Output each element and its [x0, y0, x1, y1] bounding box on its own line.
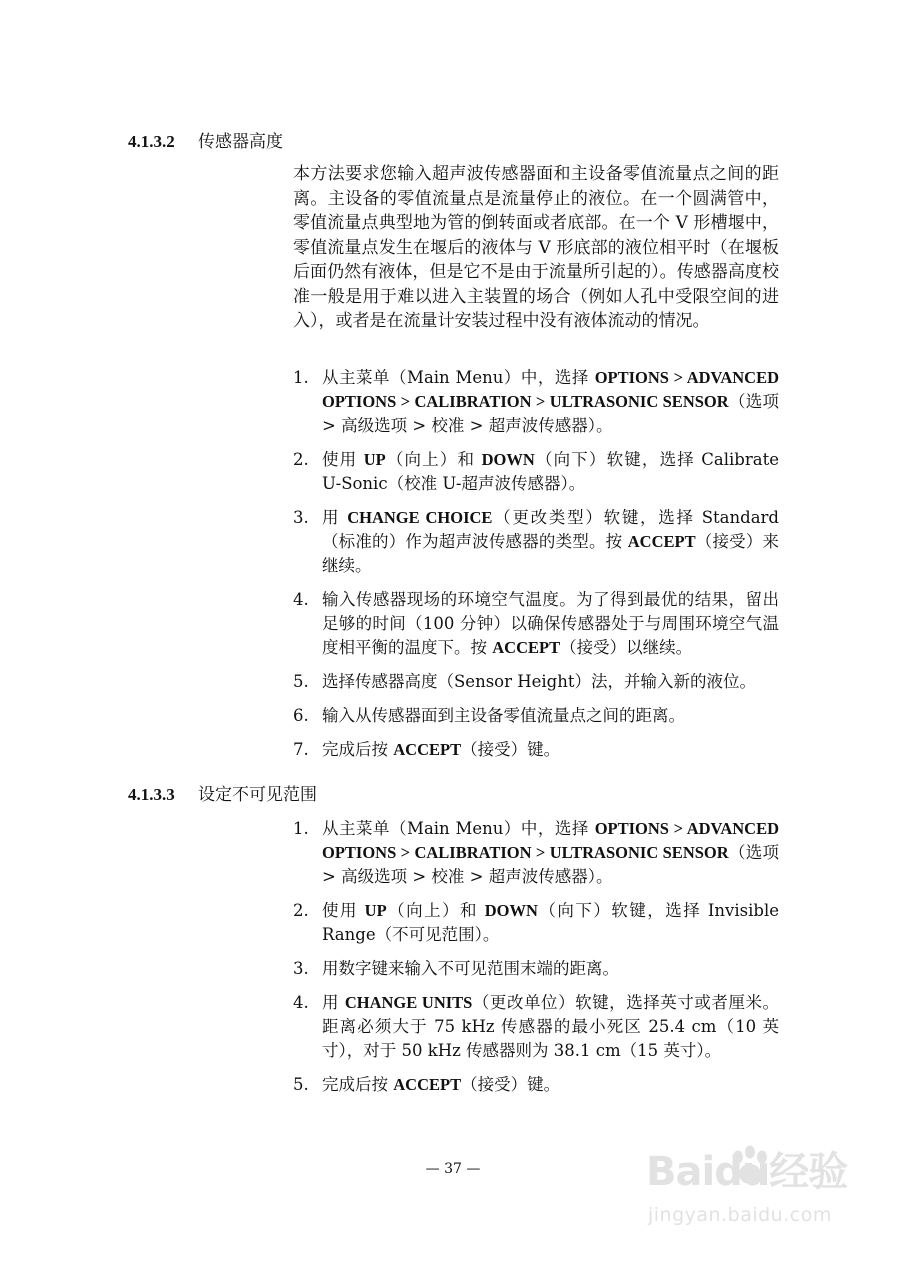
- list-item: 4. 用 CHANGE UNITS（更改单位）软键，选择英寸或者厘米。距离必须大于 75 kHz 传感器的最小死区 25.4 cm（10 英寸），对于 50 kHz 传感器则为 38.1 cm（15 英寸）。: [293, 993, 780, 1060]
- section-heading-invisible-range: [128, 783, 317, 807]
- list-item: 7. 完成后按 ACCEPT（接受）键。: [293, 740, 561, 759]
- watermark-url: jingyan.baidu.com: [648, 1204, 832, 1226]
- list-item: 3. 用 CHANGE CHOICE（更改类型）软键，选择 Standard（标准的）作为超声波传感器的类型。按 ACCEPT（接受）来继续。: [293, 508, 779, 575]
- list-item: 2. 使用 UP（向上）和 DOWN（向下）软键，选择 Invisible Range（不可见范围）。: [293, 901, 779, 944]
- section-title: 设定不可见范围: [198, 785, 317, 805]
- page-number: — 37 —: [425, 1161, 481, 1177]
- steps-list-sensor-height: [293, 366, 779, 762]
- list-item: 4. 输入传感器现场的环境空气温度。为了得到最优的结果，留出足够的时间（100 分钟）以确保传感器处于与周围环境空气温度相平衡的温度下。按 ACCEPT（接受）以继续。: [293, 590, 779, 657]
- intro-paragraph: 本方法要求您输入超声波传感器面和主设备零值流量点之间的距离。主设备的零值流量点是流量停止的液位。在一个圆满管中，零值流量点典型地为管的倒转面或者底部。在一个 V 形槽堰中，零值流量点发生在堰后的液体与 V 形底部的液位相平时（在堰板后面仍然有液体，但是它不是由于流量所引起的）。传感器高度校准一般是用于难以进入主装置的场合（例如人孔中受限空间的进入），或者是在流量计安装过程中没有液体流动的情况。: [293, 164, 779, 331]
- list-item: 3. 用数字键来输入不可见范围末端的距离。: [293, 959, 619, 978]
- section-number: 4.1.3.3: [128, 785, 175, 804]
- baidu-watermark: [636, 1140, 896, 1250]
- section-number: 4.1.3.2: [128, 132, 175, 151]
- steps-list-invisible-range: [293, 817, 779, 1097]
- list-item: 5. 完成后按 ACCEPT（接受）键。: [293, 1075, 561, 1094]
- section-heading-sensor-height: [128, 130, 283, 154]
- list-item: 2. 使用 UP（向上）和 DOWN（向下）软键，选择 Calibrate U-Sonic（校准 U-超声波传感器）。: [293, 450, 779, 493]
- list-item: 6. 输入从传感器面到主设备零值流量点之间的距离。: [293, 706, 685, 725]
- section-title: 传感器高度: [198, 132, 283, 152]
- list-item: 1. 从主菜单（Main Menu）中，选择 OPTIONS > ADVANCED OPTIONS > CALIBRATION > ULTRASONIC SENSOR（选项 > 高级选项 > 校准 > 超声波传感器）。: [293, 368, 780, 435]
- list-item: 5. 选择传感器高度（Sensor Height）法，并输入新的液位。: [293, 672, 756, 691]
- list-item: 1. 从主菜单（Main Menu）中，选择 OPTIONS > ADVANCED OPTIONS > CALIBRATION > ULTRASONIC SENSOR（选项 > 高级选项 > 校准 > 超声波传感器）。: [293, 819, 780, 886]
- watermark-logo: Baidu经验: [646, 1149, 848, 1195]
